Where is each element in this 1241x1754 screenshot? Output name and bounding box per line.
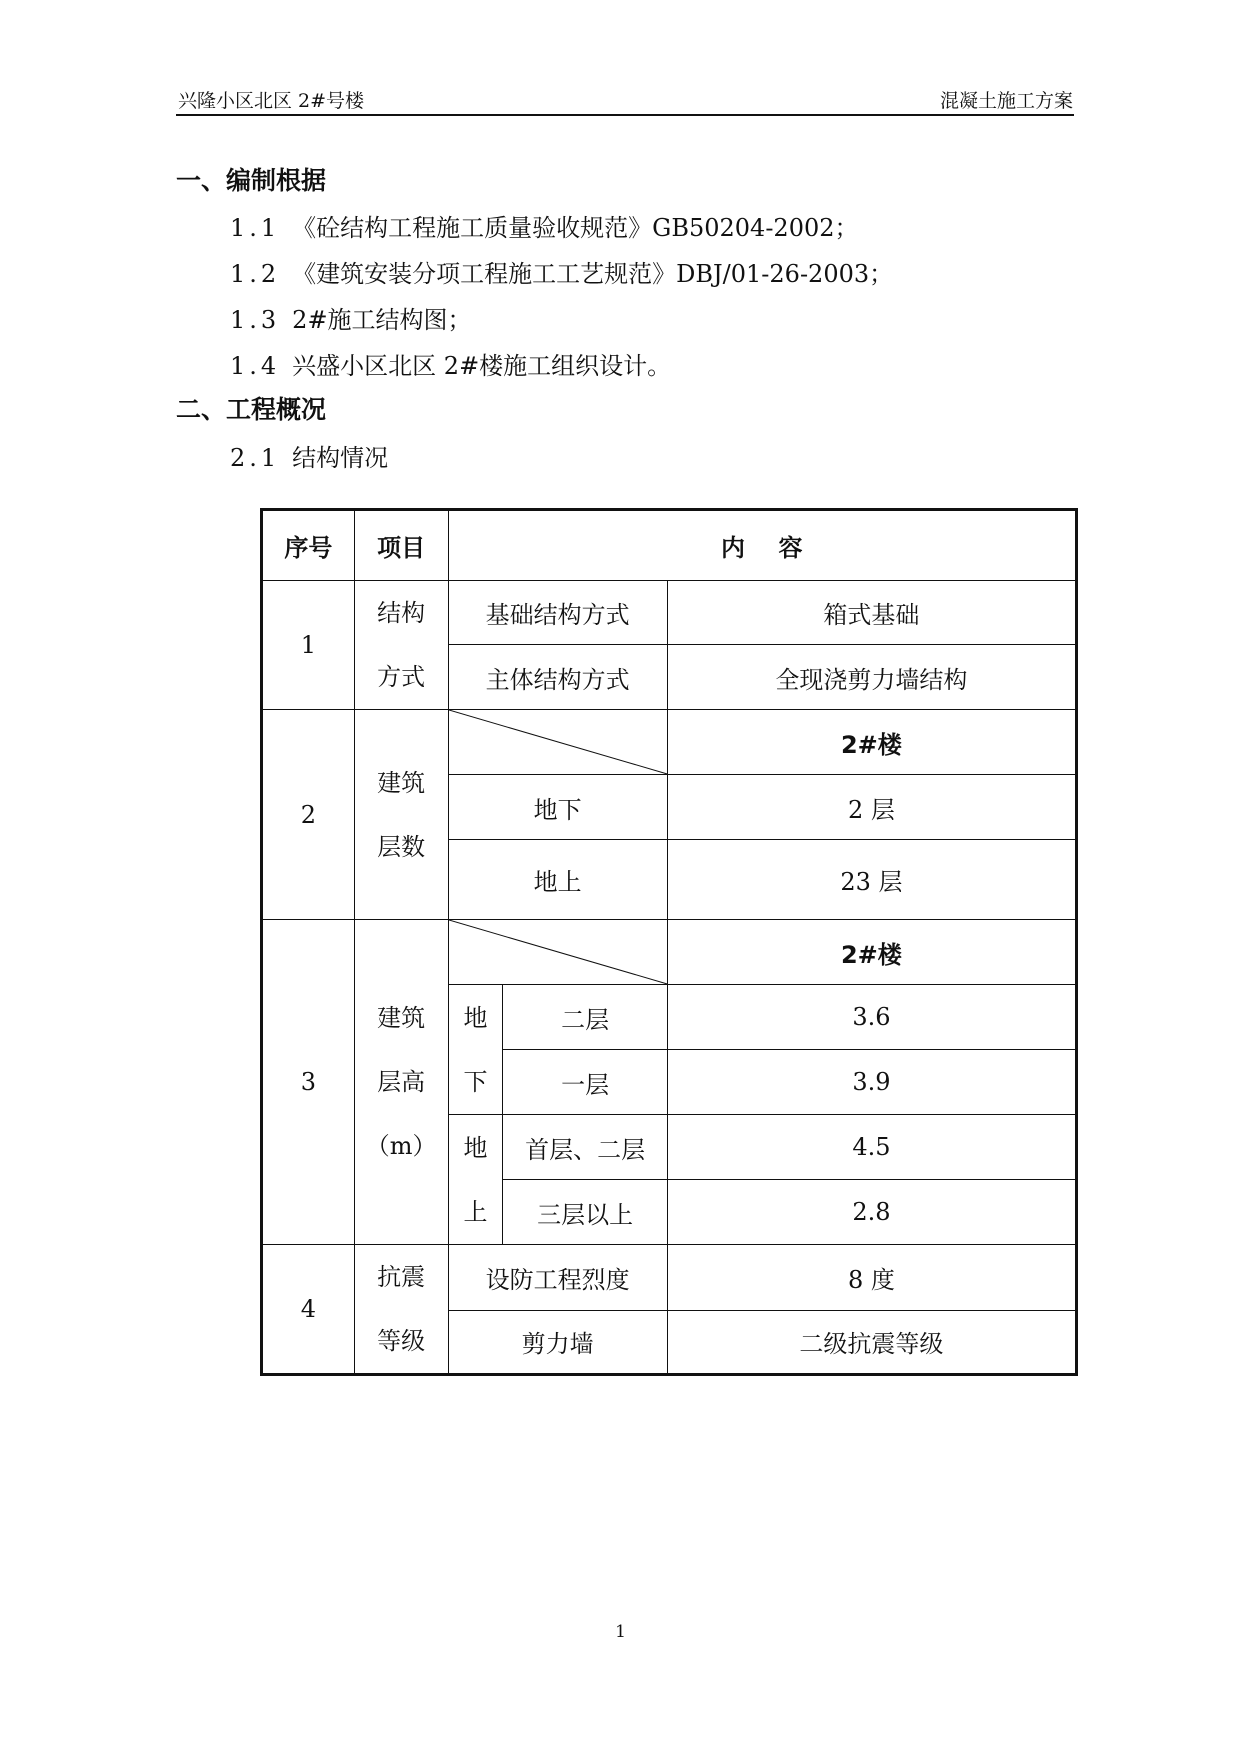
ref-item-number: 1.4 — [230, 352, 281, 380]
row1-item-line2: 方式 — [377, 663, 426, 691]
row1-label-a: 基础结构方式 — [448, 581, 667, 645]
row4-item — [354, 1245, 448, 1375]
ref-item-text: 《砼结构工程施工质量验收规范》GB50204-2002； — [292, 214, 859, 242]
row3-item-line1: 建筑 — [377, 1004, 426, 1032]
row3-building: 2#楼 — [667, 920, 1076, 985]
row3-seq: 3 — [262, 920, 355, 1245]
row3-value: 2.8 — [667, 1180, 1076, 1245]
row3-underground-line2: 下 — [463, 1067, 488, 1096]
row3-label: 三层以上 — [503, 1180, 667, 1245]
row4-value-b: 二级抗震等级 — [667, 1310, 1076, 1375]
ref-item-text: 《建筑安装分项工程施工工艺规范》DBJ/01-26-2003； — [292, 260, 894, 288]
section-1-title: 一、编制根据 — [176, 166, 327, 195]
diagonal-line — [449, 920, 667, 984]
row1-item — [354, 581, 448, 710]
row2-label-a: 地下 — [448, 775, 667, 840]
header-content: 内 容 — [448, 510, 1076, 581]
ref-item-text: 兴盛小区北区 2#楼施工组织设计。 — [292, 352, 672, 380]
page-number: 1 — [615, 1622, 626, 1642]
row2-building: 2#楼 — [667, 710, 1076, 775]
ref-item — [230, 346, 671, 381]
row3-value: 3.6 — [667, 985, 1076, 1050]
row1-value-b: 全现浇剪力墙结构 — [667, 645, 1076, 710]
row2-value-a: 2 层 — [667, 775, 1076, 840]
row3-item — [354, 920, 448, 1245]
subsection-text: 结构情况 — [292, 444, 389, 472]
row2-diagonal-cell — [448, 710, 667, 775]
row4-value-a: 8 度 — [667, 1245, 1076, 1311]
ref-item — [230, 300, 472, 335]
row4-seq: 4 — [262, 1245, 355, 1375]
header-seq: 序号 — [262, 510, 355, 581]
row2-seq: 2 — [262, 710, 355, 920]
row1-label-b: 主体结构方式 — [448, 645, 667, 710]
row3-value: 3.9 — [667, 1050, 1076, 1115]
diagonal-line — [449, 710, 667, 774]
row1-item-line1: 结构 — [377, 599, 426, 627]
row2-value-b: 23 层 — [667, 840, 1076, 920]
ref-item-number: 1.3 — [230, 306, 281, 334]
row3-value: 4.5 — [667, 1115, 1076, 1180]
ref-item — [230, 254, 893, 289]
row3-aboveground-line2: 上 — [463, 1197, 488, 1226]
row2-item-line2: 层数 — [377, 832, 426, 861]
row2-item — [354, 710, 448, 920]
row3-underground — [448, 985, 503, 1115]
row3-diagonal-cell — [448, 920, 667, 985]
row2-item-line1: 建筑 — [377, 768, 426, 797]
ref-item-number: 1.2 — [230, 260, 281, 288]
header-rule — [176, 114, 1074, 116]
row4-label-a: 设防工程烈度 — [448, 1245, 667, 1311]
structure-table — [260, 508, 1078, 1376]
subsection-number: 2.1 — [230, 444, 281, 472]
row4-item-line2: 等级 — [377, 1327, 426, 1355]
row3-label: 二层 — [503, 985, 667, 1050]
row1-seq: 1 — [262, 581, 355, 710]
ref-item — [230, 208, 859, 243]
row3-label: 首层、二层 — [503, 1115, 667, 1180]
row3-label: 一层 — [503, 1050, 667, 1115]
row4-item-line1: 抗震 — [377, 1263, 426, 1291]
row3-aboveground-line1: 地 — [463, 1133, 488, 1162]
row3-item-line2: 层高 — [377, 1068, 426, 1096]
section-2-title: 二、工程概况 — [176, 395, 327, 424]
ref-item-text: 2#施工结构图； — [292, 306, 472, 334]
header-left: 兴隆小区北区 2#号楼 — [178, 90, 365, 112]
header-item: 项目 — [354, 510, 448, 581]
row4-label-b: 剪力墙 — [448, 1310, 667, 1375]
row3-underground-line1: 地 — [463, 1003, 488, 1032]
row3-item-line3: （m） — [365, 1132, 437, 1160]
row1-value-a: 箱式基础 — [667, 581, 1076, 645]
row3-aboveground — [448, 1115, 503, 1245]
subsection-title — [230, 438, 388, 473]
header-right: 混凝土施工方案 — [939, 90, 1073, 112]
row2-label-b: 地上 — [448, 840, 667, 920]
ref-item-number: 1.1 — [230, 214, 281, 242]
